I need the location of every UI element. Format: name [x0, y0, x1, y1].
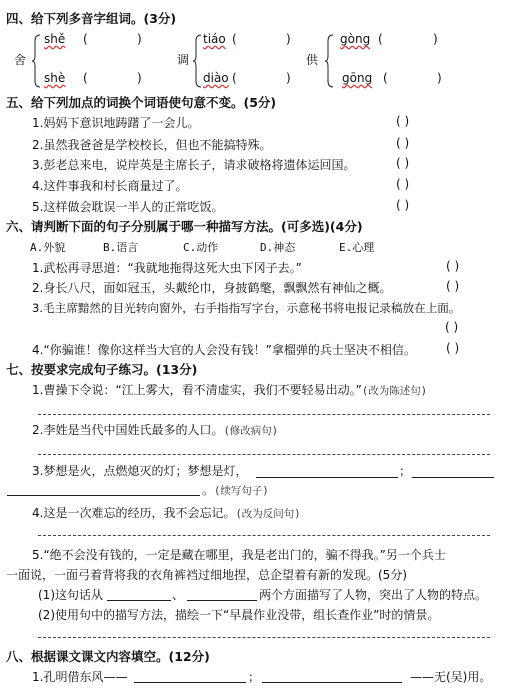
q7-s5-line1: 5.“绝不会没有钱的，一定是藏在哪里，我是老出门的，骗不得我。”另一个兵士: [32, 548, 446, 562]
q4-pinyin: gōng: [342, 71, 373, 85]
q6-option: A.外貌: [30, 241, 66, 254]
q7-s4-text: 4.这是一次难忘的经历，我不会忘记。: [32, 506, 236, 520]
q4-pinyin: tiáo: [203, 32, 226, 46]
q6-option: E.心理: [339, 241, 375, 254]
q7-s1: [32, 381, 427, 398]
q7-s1-hint: (改为陈述句): [361, 385, 428, 397]
q7-s3-end: [202, 481, 269, 498]
q4-char: 供: [306, 53, 319, 67]
q8-s1-tail: ——无(吴)用。: [410, 670, 492, 684]
paren-right: ): [286, 71, 291, 85]
paren-right: ): [286, 32, 291, 46]
paren-right: ): [137, 32, 142, 46]
answer-blank[interactable]: [187, 600, 257, 601]
q4-char: 调: [177, 53, 190, 67]
q6-option: B.语言: [103, 241, 139, 254]
q7-s5-line2: 一面说，一面弓着背将我的衣角裤裆过细地捏，总企望着有新的发现。(5分): [6, 568, 408, 582]
q6-option: D.神态: [260, 241, 296, 254]
answer-blank[interactable]: [134, 682, 246, 683]
answer-blank[interactable]: [412, 477, 494, 478]
q8-s1-semicolon: ；: [248, 670, 261, 684]
q6-title: 六、请判断下面的句子分别属于哪一种描写方法。(可多选)(4分): [6, 219, 363, 234]
answer-paren[interactable]: ( ): [446, 259, 460, 273]
paren-right: ): [137, 71, 142, 85]
answer-line[interactable]: [38, 414, 490, 415]
answer-blank[interactable]: [262, 682, 402, 683]
q5-item-1: 1.妈妈下意识地踌躇了一会儿。: [32, 116, 200, 130]
q6-item-4: 4.“你骗谁！像你这样当大官的人会没有钱！”拿榴弹的兵士坚决不相信。: [32, 343, 416, 357]
q7-s3-hint: (续写句子): [214, 485, 269, 497]
q5-item-5: 5.这样做会耽误一半人的正常吃饭。: [32, 200, 224, 214]
q4-pinyin: gòng: [340, 32, 371, 46]
paren-right: ): [433, 32, 438, 46]
answer-paren[interactable]: ( ): [396, 136, 410, 150]
answer-line[interactable]: [38, 637, 490, 638]
answer-line[interactable]: [38, 535, 490, 536]
q7-s4-hint: (改为反问句): [235, 508, 301, 520]
answer-line[interactable]: [38, 454, 490, 455]
brace-icon: [32, 34, 39, 88]
answer-paren[interactable]: ( ): [445, 320, 459, 334]
brace-icon: [325, 34, 332, 88]
paren-left: (: [232, 71, 237, 85]
q7-s2: [32, 421, 278, 438]
q5-item-2: 2.虽然我爸爸是学校校长，但也不能搞特殊。: [32, 138, 272, 152]
brace-icon: [193, 34, 200, 88]
q4-char: 舍: [14, 53, 27, 67]
q7-s5-q1-tail: 两个方面描写了人物，突出了人物的特点。: [259, 588, 488, 602]
q8-s1-text: 1.孔明借东风——: [32, 670, 128, 684]
q4-pinyin: shè: [44, 71, 66, 85]
answer-paren[interactable]: ( ): [396, 114, 410, 128]
answer-blank[interactable]: [7, 495, 200, 496]
q7-s3-semicolon: ；: [399, 464, 412, 478]
paren-left: (: [383, 71, 388, 85]
q6-item-2: 2.身长八尺，面如冠玉，头戴纶巾，身披鹤氅，飘飘然有神仙之概。: [32, 281, 392, 295]
q7-s3-period: 。: [202, 483, 215, 497]
q7-s1-text: 1.曹操下令说：“江上雾大，看不清虚实，我们不要轻易出动。”: [32, 383, 362, 397]
q5-title: 五、给下列加点的词换个词语使句意不变。(5分): [6, 95, 277, 110]
q7-s2-hint: (修改病句): [223, 425, 279, 437]
answer-blank[interactable]: [256, 477, 398, 478]
q8-title: 八、根据课文课文内容填空。(12分): [6, 649, 210, 664]
answer-blank[interactable]: [107, 600, 171, 601]
q7-title: 七、按要求完成句子练习。(13分): [6, 362, 198, 377]
answer-paren[interactable]: ( ): [396, 177, 410, 191]
q7-s2-text: 2.李姓是当代中国姓氏最多的人口。: [32, 423, 224, 437]
paren-left: (: [378, 32, 383, 46]
paren-left: (: [83, 71, 88, 85]
answer-paren[interactable]: ( ): [446, 279, 460, 293]
q6-item-3: 3.毛主席黯然的目光转向窗外，右手指指写字台，示意秘书将电报记录稿放在上面。: [32, 301, 461, 315]
q5-item-3: 3.彭老总来电，说岸英是主席长子，请求破格将遗体运回国。: [32, 158, 356, 172]
q4-pinyin: shě: [44, 32, 66, 46]
q7-s4: [32, 504, 301, 521]
q4-title: 四、给下列多音字组词。(3分): [6, 11, 177, 26]
q7-s5-q1-sep: 、: [172, 588, 185, 602]
paren-left: (: [232, 32, 237, 46]
q4-pinyin: diào: [203, 71, 229, 85]
q7-s5-q1-text: (1)这句话从: [38, 588, 103, 602]
paren-right: ): [437, 71, 442, 85]
answer-paren[interactable]: ( ): [396, 156, 410, 170]
answer-paren[interactable]: ( ): [396, 198, 410, 212]
q7-s3-text: 3.梦想是火，点燃熄灭的灯；梦想是灯，: [32, 464, 248, 478]
paren-left: (: [83, 32, 88, 46]
answer-paren[interactable]: ( ): [446, 341, 460, 355]
q7-s5-q2: (2)使用句中的描写方法，描绘一下“早晨作业没带，组长查作业”时的情景。: [38, 608, 440, 622]
q6-item-1: 1.武松再寻思道：“我就地拖得这死大虫下冈子去。”: [32, 261, 302, 275]
q6-option: C.动作: [183, 241, 219, 254]
q5-item-4: 4.这件事我和村长商量过了。: [32, 179, 188, 193]
